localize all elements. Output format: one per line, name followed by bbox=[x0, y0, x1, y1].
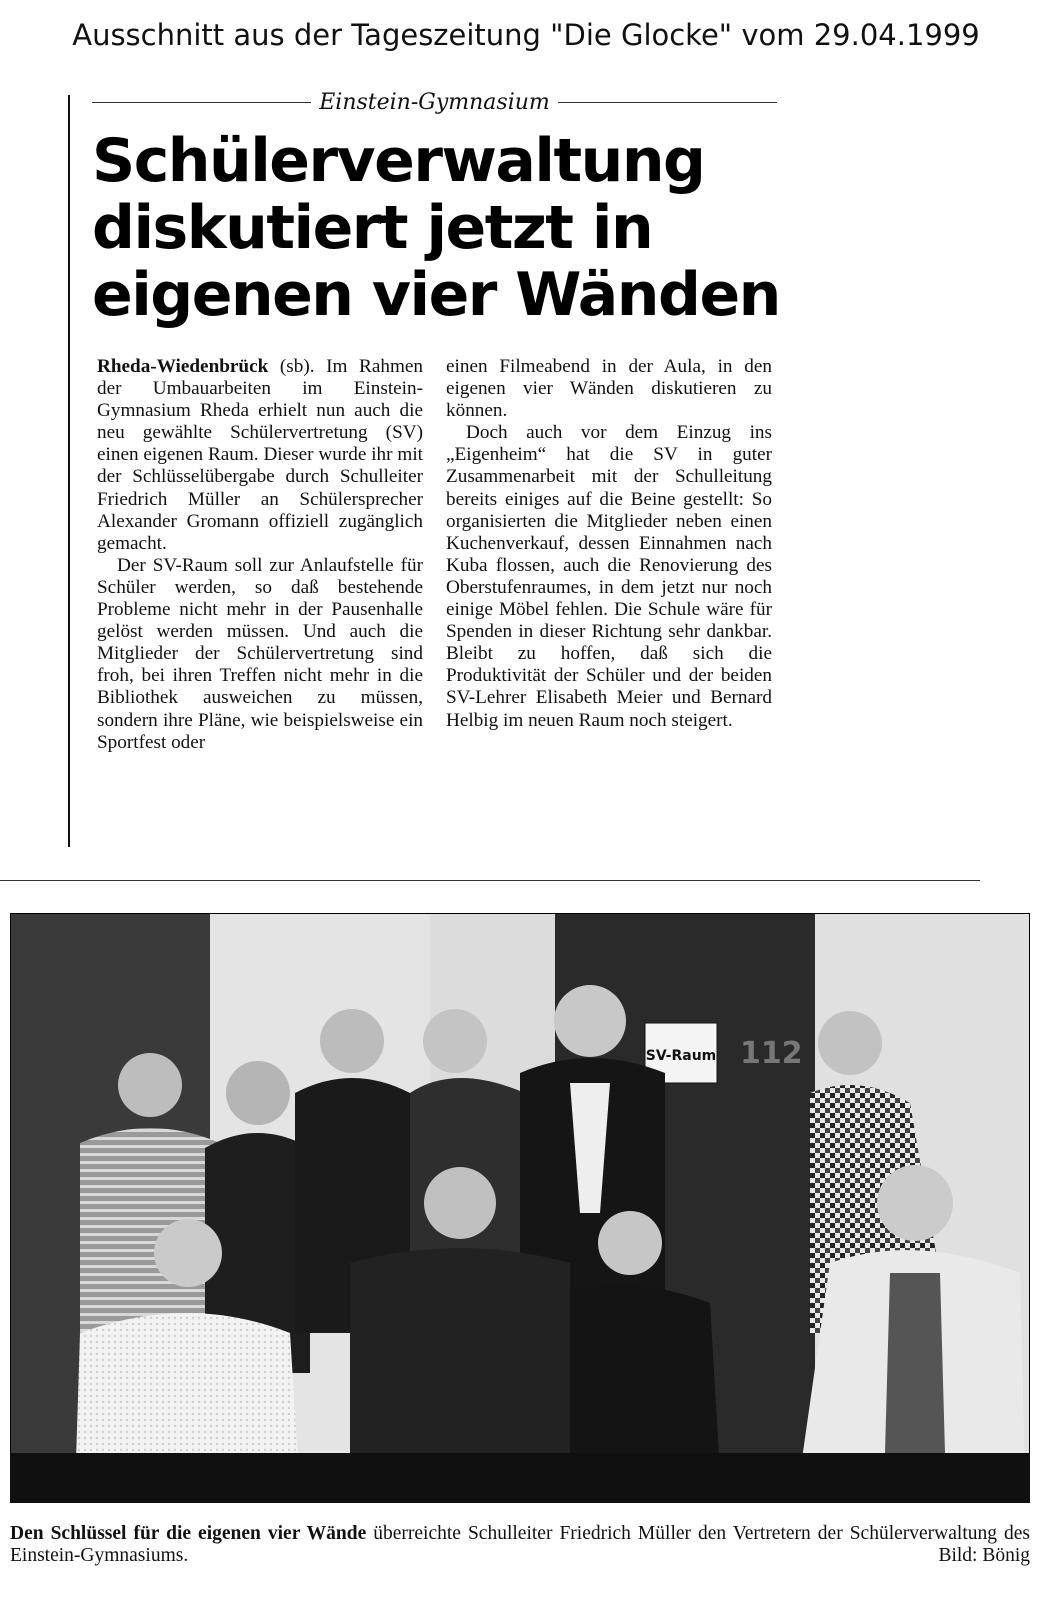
article-left-rule bbox=[68, 95, 70, 847]
kicker-rule-right bbox=[558, 102, 777, 103]
dateline: Rheda-Wiedenbrück bbox=[97, 356, 269, 377]
caption-bold: Den Schlüssel für die eigenen vier Wände bbox=[10, 1523, 367, 1544]
paragraph: Der SV-Raum soll zur Anlaufstelle für Schüler werden, so daß bestehende Probleme nicht mehr in der Pausenhalle gelöst werden müssen. Und auch die Mitglieder der Schülervertretung sind froh, bei ihren Treffen nicht mehr in die Bibliothek ausweichen zu müssen, sondern ihre Pläne, wie beispielsweise ein Sportfest oder bbox=[97, 554, 423, 753]
paragraph: Doch auch vor dem Einzug ins „Eigenheim“ hat die SV in guter Zusammenarbeit mit der Schulleitung bereits einiges auf die Beine gestellt: So organisierten die Mitglieder neben einen Kuchenverkauf, dessen Einnahmen nach Kuba flossen, auch die Renovierung des Oberstufenraumes, in dem jetzt nur noch einige Möbel fehlen. Die Schule wäre für Spenden in dieser Richtung sehr dankbar. Bleibt zu hoffen, daß sich die Produktivität der Schüler und der beiden SV-Lehrer Elisabeth Meier und Bernard Helbig im neuen Raum noch steigert. bbox=[446, 422, 772, 731]
section-divider bbox=[0, 880, 980, 881]
source-line: Ausschnitt aus der Tageszeitung "Die Glocke" vom 29.04.1999 bbox=[72, 18, 980, 52]
room-number: 112 bbox=[740, 1036, 803, 1071]
kicker-text: Einstein-Gymnasium bbox=[319, 90, 550, 115]
paragraph-text: (sb). Im Rahmen der Umbauarbeiten im Einstein-Gymnasium Rheda erhielt nun auch die neu gewählte Schülervertretung (SV) einen eigenen Raum. Dieser wurde ihr mit der Schlüsselübergabe durch Schulleiter Friedrich Müller an Schülersprecher Alexander Gromann offiziell zugänglich gemacht. bbox=[97, 356, 423, 554]
door-sign-text: SV-Raum bbox=[645, 1048, 717, 1064]
photo-credit: Bild: Bönig bbox=[938, 1545, 1030, 1566]
headline-line-3: eigenen vier Wänden bbox=[92, 260, 780, 330]
paragraph bbox=[97, 356, 423, 555]
photo-caption bbox=[10, 1523, 1030, 1567]
kicker bbox=[92, 90, 777, 115]
headline-line-2: diskutiert jetzt in bbox=[92, 193, 653, 263]
group-photo bbox=[10, 913, 1030, 1503]
headline-line-1: Schülerverwaltung bbox=[92, 126, 705, 196]
caption-text bbox=[10, 1523, 1030, 1567]
article-column-2 bbox=[446, 356, 772, 732]
caption-rest: überreichte Schulleiter Friedrich Müller den Vertretern der Schülerverwaltung des Einstein-Gymnasiums. bbox=[10, 1523, 1030, 1566]
kicker-rule-left bbox=[92, 102, 311, 103]
paragraph: einen Filmeabend in der Aula, in den eigenen vier Wänden diskutieren zu können. bbox=[446, 356, 772, 422]
article-column-1 bbox=[97, 356, 423, 754]
headline bbox=[92, 128, 892, 329]
